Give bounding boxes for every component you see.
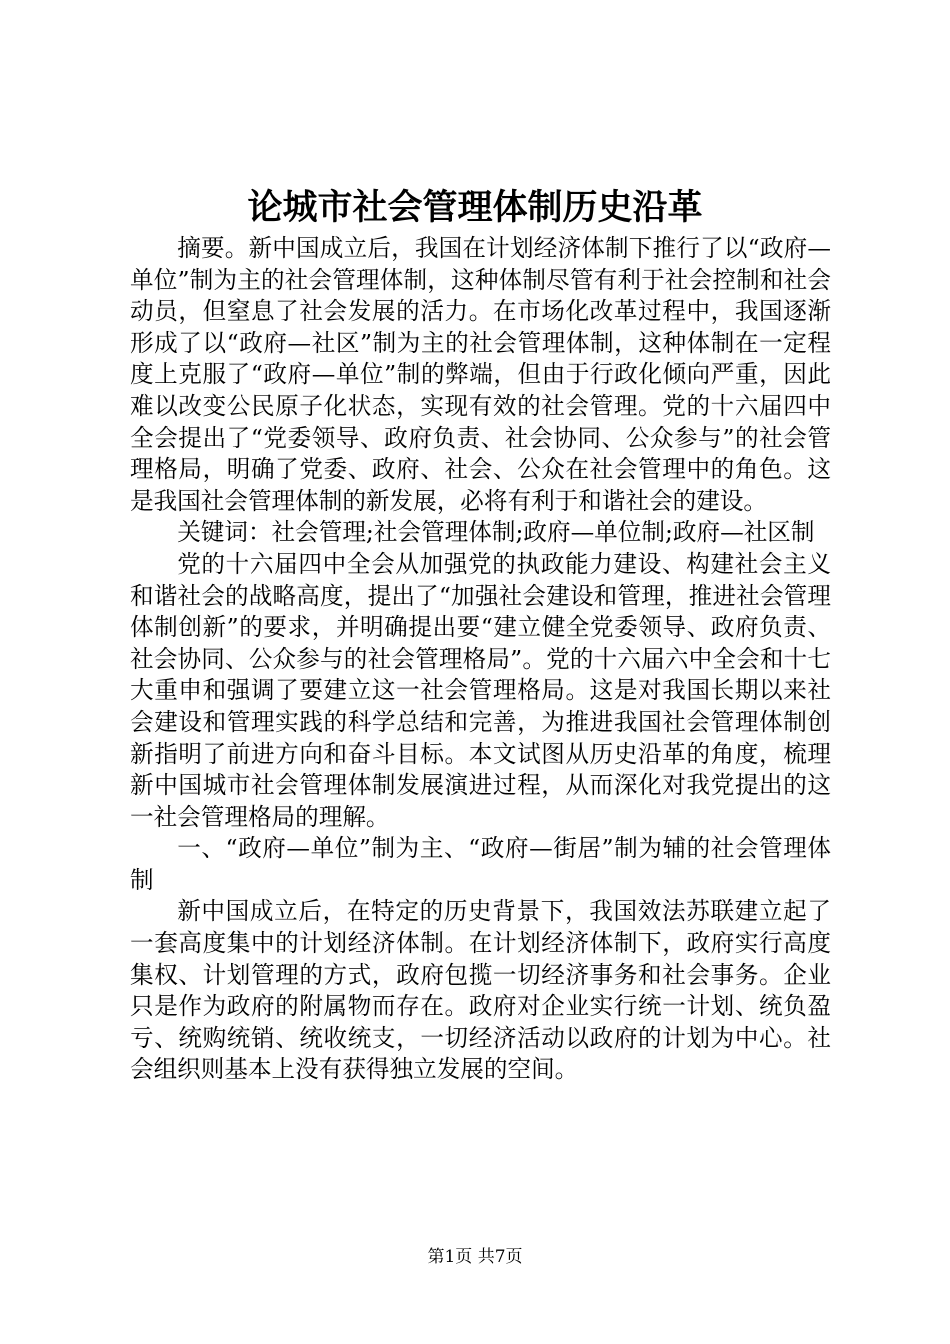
document-title: 论城市社会管理体制历史沿革	[247, 187, 703, 228]
page-footer: 第1页 共7页	[427, 1247, 523, 1267]
document-body	[130, 233, 831, 1086]
keywords-paragraph: 关键词：社会管理;社会管理体制;政府—单位制;政府—社区制	[177, 518, 815, 547]
section-paragraph: 新中国成立后，在特定的历史背景下，我国效法苏联建立起了一套高度集中的计划经济体制。在计划经济体制下，政府实行高度集权、计划管理的方式，政府包揽一切经济事务和社会事务。企业只是作为政府的附属物而存在。政府对企业实行统一计划、统负盈亏、统购统销、统收统支，一切经济活动以政府的计划为中心。社会组织则基本上没有获得独立发展的空间。	[130, 897, 831, 1084]
intro-paragraph: 党的十六届四中全会从加强党的执政能力建设、构建社会主义和谐社会的战略高度，提出了“加强社会建设和管理，推进社会管理体制创新”的要求，并明确提出要“建立健全党委领导、政府负责、社会协同、公众参与的社会管理格局”。党的十六届六中全会和十七大重申和强调了要建立这一社会管理格局。这是对我国长期以来社会建设和管理实践的科学总结和完善，为推进我国社会管理体制创新指明了前进方向和奋斗目标。本文试图从历史沿革的角度，梳理新中国城市社会管理体制发展演进过程，从而深化对我党提出的这一社会管理格局的理解。	[130, 549, 831, 831]
abstract-paragraph: 摘要。新中国成立后，我国在计划经济体制下推行了以“政府—单位”制为主的社会管理体制，这种体制尽管有利于社会控制和社会动员，但窒息了社会发展的活力。在市场化改革过程中，我国逐渐形成了以“政府—社区”制为主的社会管理体制，这种体制在一定程度上克服了“政府—单位”制的弊端，但由于行政化倾向严重，因此难以改变公民原子化状态，实现有效的社会管理。党的十六届四中全会提出了“党委领导、政府负责、社会协同、公众参与”的社会管理格局，明确了党委、政府、社会、公众在社会管理中的角色。这是我国社会管理体制的新发展，必将有利于和谐社会的建设。	[130, 234, 831, 515]
section-heading: 一、“政府—单位”制为主、“政府—街居”制为辅的社会管理体制	[130, 834, 831, 894]
